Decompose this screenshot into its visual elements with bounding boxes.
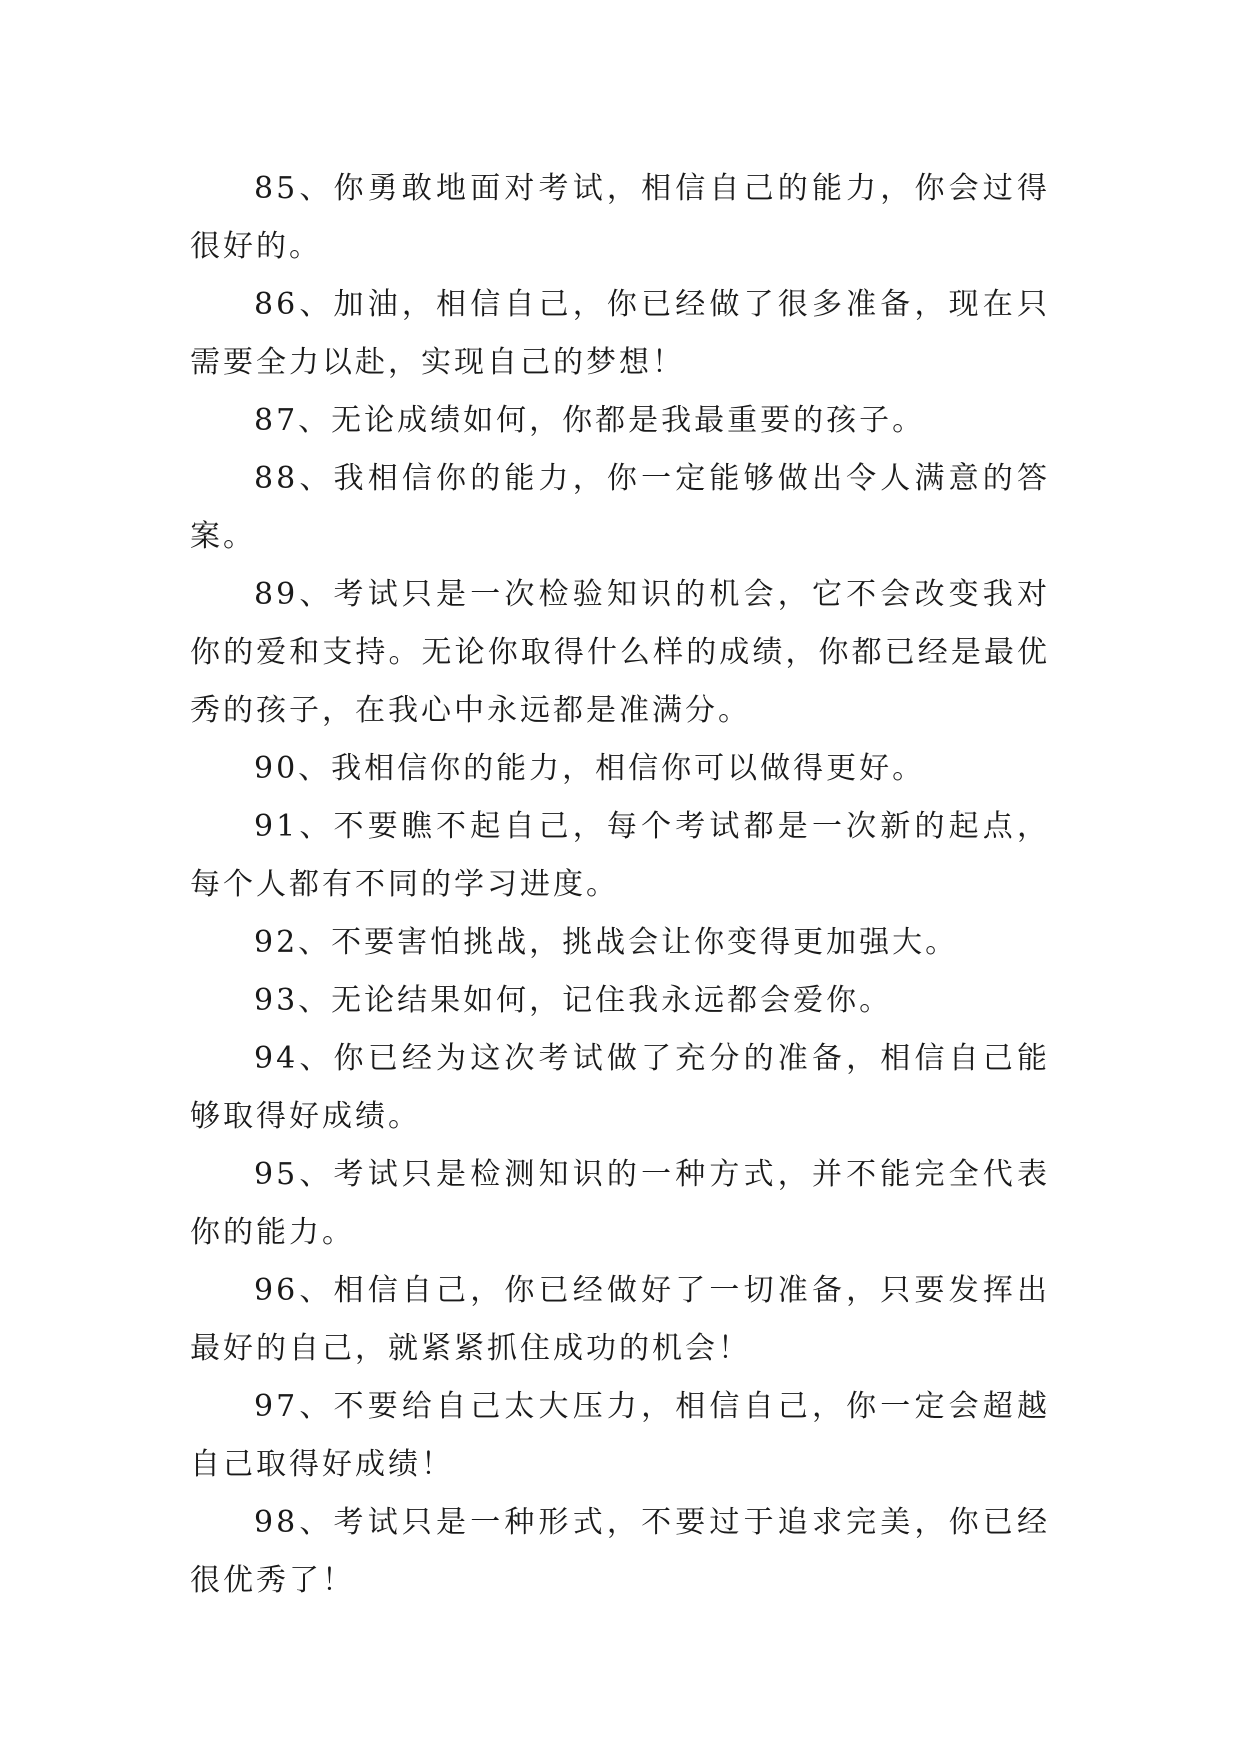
paragraph-98: 98、考试只是一种形式，不要过于追求完美，你已经很优秀了！: [190, 1505, 1050, 1598]
document-body: [190, 160, 1050, 1610]
paragraph-97: 97、不要给自己太大压力，相信自己，你一定会超越自己取得好成绩！: [190, 1389, 1050, 1482]
paragraph-89: 89、考试只是一次检验知识的机会，它不会改变我对你的爱和支持。无论你取得什么样的成绩，你都已经是最优秀的孩子，在我心中永远都是准满分。: [190, 577, 1050, 728]
paragraph-87: 87、无论成绩如何，你都是我最重要的孩子。: [254, 403, 926, 438]
paragraph-90: 90、我相信你的能力，相信你可以做得更好。: [254, 751, 926, 786]
paragraph-92: 92、不要害怕挑战，挑战会让你变得更加强大。: [254, 925, 959, 960]
paragraph-93: 93、无论结果如何，记住我永远都会爱你。: [254, 983, 893, 1018]
paragraph-85: 85、你勇敢地面对考试，相信自己的能力，你会过得很好的。: [190, 171, 1050, 264]
paragraph-91: 91、不要瞧不起自己，每个考试都是一次新的起点，每个人都有不同的学习进度。: [190, 809, 1050, 902]
paragraph-95: 95、考试只是检测知识的一种方式，并不能完全代表你的能力。: [190, 1157, 1050, 1250]
paragraph-88: 88、我相信你的能力，你一定能够做出令人满意的答案。: [190, 461, 1050, 554]
paragraph-86: 86、加油，相信自己，你已经做了很多准备，现在只需要全力以赴，实现自己的梦想！: [190, 287, 1050, 380]
paragraph-94: 94、你已经为这次考试做了充分的准备，相信自己能够取得好成绩。: [190, 1041, 1050, 1134]
paragraph-96: 96、相信自己，你已经做好了一切准备，只要发挥出最好的自己，就紧紧抓住成功的机会！: [190, 1273, 1050, 1366]
